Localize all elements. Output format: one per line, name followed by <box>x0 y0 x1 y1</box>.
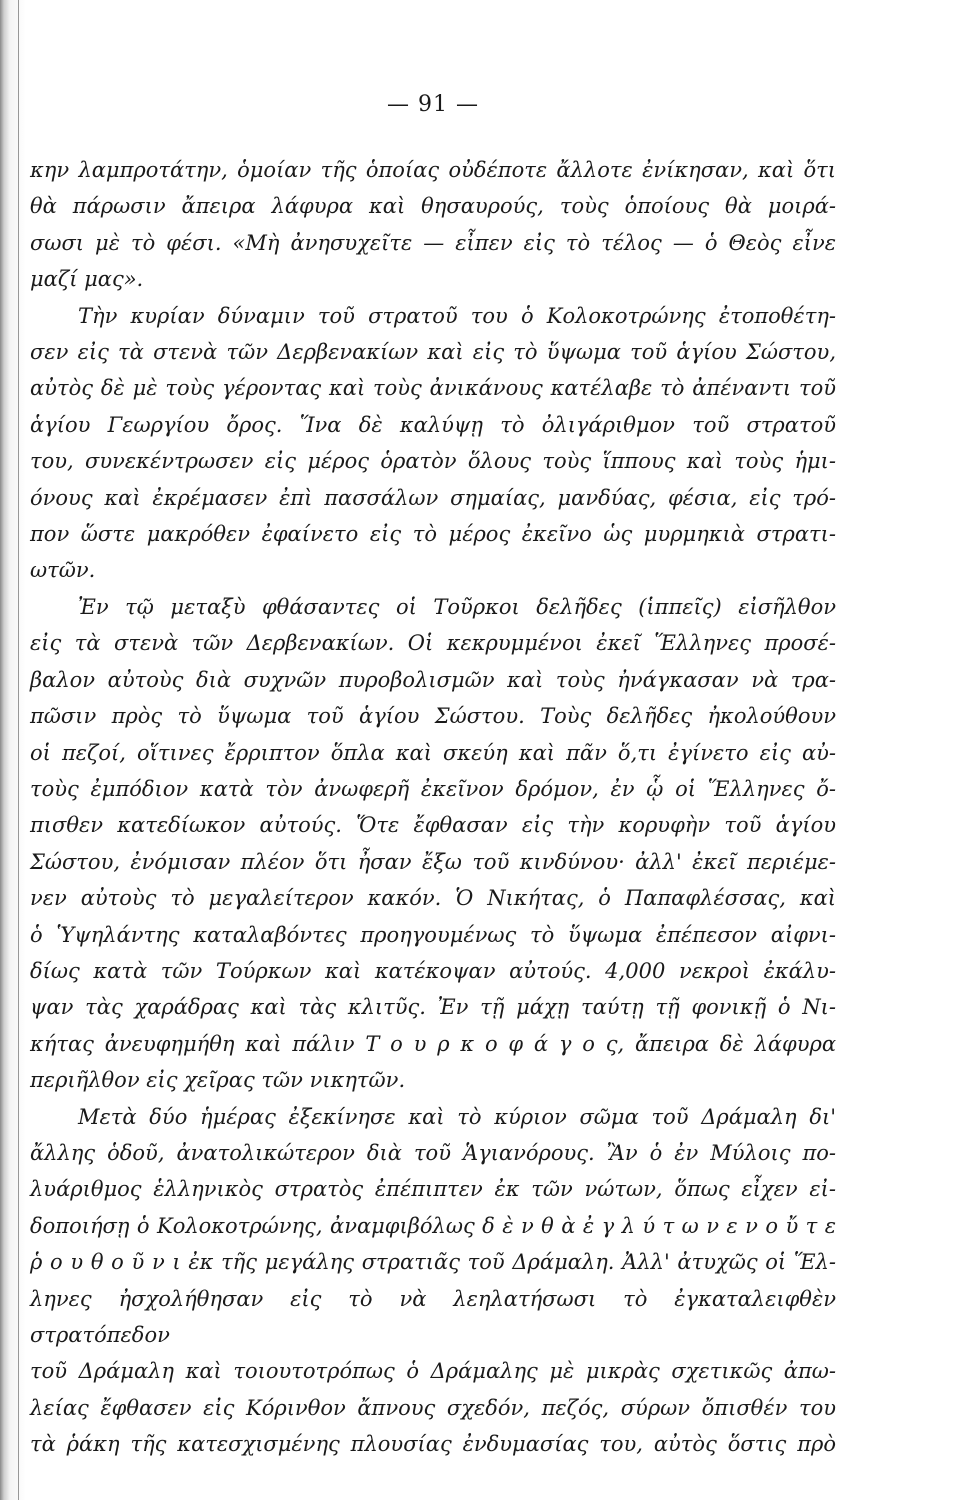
paragraph <box>30 1099 836 1463</box>
text-line: ψαν τὰς χαράδρας καὶ τὰς κλιτῦς. Ἐν τῇ μάχῃ ταύτῃ τῇ φονικῇ ὁ Νι- <box>30 995 836 1020</box>
text-line: ἄλλης ὁδοῦ, ἀνατολικώτερον διὰ τοῦ Ἁγιανόρους. Ἂν ὁ ἐν Μύλοις πο- <box>30 1140 836 1165</box>
text-line: σωσι μὲ τὸ φέσι. «Μὴ ἀνησυχεῖτε — εἶπεν εἰς τὸ τέλος — ὁ Θεὸς εἶνε <box>30 230 836 255</box>
text-line: βαλον αὐτοὺς διὰ συχνῶν πυροβολισμῶν καὶ τοὺς ἠνάγκασαν νὰ τρα- <box>30 667 836 692</box>
text-line: πισθεν κατεδίωκον αὐτούς. Ὅτε ἔφθασαν εἰς τὴν κορυφὴν τοῦ ἁγίου <box>30 813 836 838</box>
text-line: του, συνεκέντρωσεν εἰς μέρος ὁρατὸν ὅλους τοὺς ἵππους καὶ τοὺς ἡμι- <box>30 449 836 474</box>
text-line: αὐτὸς δὲ μὲ τοὺς γέροντας καὶ τοὺς ἀνικάνους κατέλαβε τὸ ἀπέναντι τοῦ <box>30 376 836 401</box>
paragraph <box>30 589 836 1099</box>
text-line: κήτας ἀνευφημήθη καὶ πάλιν Τ ο υ ρ κ ο φ ά γ ο ς, ἄπειρα δὲ λάφυρα <box>30 1031 836 1056</box>
text-line: λυάριθμος ἑλληνικὸς στρατὸς ἐπέπιπτεν ἐκ τῶν νώτων, ὅπως εἶχεν εἰ- <box>30 1177 836 1202</box>
text-line: μαζί μας». <box>30 267 144 292</box>
text-line: όνους καὶ ἐκρέμασεν ἐπὶ πασσάλων σημαίας, μανδύας, φέσια, εἰς τρό- <box>30 485 836 510</box>
text-line: πον ὥστε μακρόθεν ἐφαίνετο εἰς τὸ μέρος ἐκεῖνο ὡς μυρμηκιὰ στρατι- <box>30 522 836 547</box>
text-body <box>30 152 836 1463</box>
text-line: πῶσιν πρὸς τὸ ὕψωμα τοῦ ἁγίου Σώστου. Τοὺς δελῆδες ἠκολούθουν <box>30 704 836 729</box>
text-line: ωτῶν. <box>30 558 96 583</box>
paragraph <box>30 152 836 298</box>
text-line: ἁγίου Γεωργίου ὄρος. Ἵνα δὲ καλύψῃ τὸ ὀλιγάριθμον τοῦ στρατοῦ <box>30 412 836 437</box>
text-line: λείας ἔφθασεν εἰς Κόρινθον ἄπνους σχεδόν, πεζός, σύρων ὄπισθέν του <box>30 1395 836 1420</box>
text-line: οἱ πεζοί, οἵτινες ἔρριπτον ὅπλα καὶ σκεύη καὶ πᾶν ὅ,τι ἐγίνετο εἰς αὐ- <box>30 740 836 765</box>
text-line: νεν αὐτοὺς τὸ μεγαλείτερον κακόν. Ὁ Νικήτας, ὁ Παπαφλέσσας, καὶ <box>30 886 836 911</box>
text-line: σεν εἰς τὰ στενὰ τῶν Δερβενακίων καὶ εἰς τὸ ὕψωμα τοῦ ἁγίου Σώστου, <box>30 340 836 365</box>
text-line: δίως κατὰ τῶν Τούρκων καὶ κατέκοψαν αὐτούς. 4,000 νεκροὶ ἐκάλυ- <box>30 958 836 983</box>
scan-binding-line <box>18 0 19 1500</box>
text-line: Τὴν κυρίαν δύναμιν τοῦ στρατοῦ του ὁ Κολοκοτρώνης ἐτοποθέτη- <box>78 303 836 328</box>
text-line: ὁ Ὑψηλάντης καταλαβόντες προηγουμένως τὸ ὕψωμα ἐπέπεσον αἰφνι- <box>30 922 836 947</box>
scan-binding-shadow <box>0 0 26 1500</box>
text-line: τοὺς ἐμπόδιον κατὰ τὸν ἀνωφερῆ ἐκεῖνον δρόμον, ἐν ᾧ οἱ Ἕλληνες ὄ- <box>30 776 836 801</box>
text-line: Σώστου, ἐνόμισαν πλέον ὅτι ἦσαν ἔξω τοῦ κινδύνου· ἀλλ' ἐκεῖ περιέμε- <box>30 849 836 874</box>
text-line: Ἐν τῷ μεταξὺ φθάσαντες οἱ Τοῦρκοι δελῆδες (ἱππεῖς) εἰσῆλθον <box>78 594 836 619</box>
paragraph <box>30 298 836 589</box>
text-line: εἰς τὰ στενὰ τῶν Δερβενακίων. Οἱ κεκρυμμένοι ἐκεῖ Ἕλληνες προσέ- <box>30 631 836 656</box>
text-line: τοῦ Δράμαλη καὶ τοιουτοτρόπως ὁ Δράμαλης μὲ μικρὰς σχετικῶς ἀπω- <box>30 1359 836 1384</box>
text-line: θὰ πάρωσιν ἄπειρα λάφυρα καὶ θησαυρούς, τοὺς ὁποίους θὰ μοιρά- <box>30 194 836 219</box>
text-line: δοποιήσῃ ὁ Κολοκοτρώνης, ἀναμφιβόλως δ ὲ ν θ ὰ ἐ γ λ ύ τ ω ν ε ν ο ὔ τ ε <box>30 1213 836 1238</box>
book-page <box>30 92 836 1472</box>
text-line: ῥ ο υ θ ο ῦ ν ι ἐκ τῆς μεγάλης στρατιᾶς τοῦ Δράμαλη. Ἀλλ' ἀτυχῶς οἱ Ἕλ- <box>30 1250 836 1275</box>
text-line: Μετὰ δύο ἡμέρας ἐξεκίνησε καὶ τὸ κύριον σῶμα τοῦ Δράμαλη δι' <box>78 1104 836 1129</box>
text-line: περιῆλθον εἰς χεῖρας τῶν νικητῶν. <box>30 1068 406 1093</box>
text-line: τὰ ῥάκη τῆς κατεσχισμένης πλουσίας ἐνδυμασίας του, αὐτὸς ὅστις πρὸ <box>30 1432 836 1457</box>
text-line: κην λαμπροτάτην, ὁμοίαν τῆς ὁποίας οὐδέποτε ἄλλοτε ἐνίκησαν, καὶ ὅτι <box>30 158 836 182</box>
text-line: ληνες ἠσχολήθησαν εἰς τὸ νὰ λεηλατήσωσι τὸ ἐγκαταλειφθὲν στρατόπεδον <box>30 1286 836 1347</box>
page-number: — 91 — <box>387 92 479 117</box>
